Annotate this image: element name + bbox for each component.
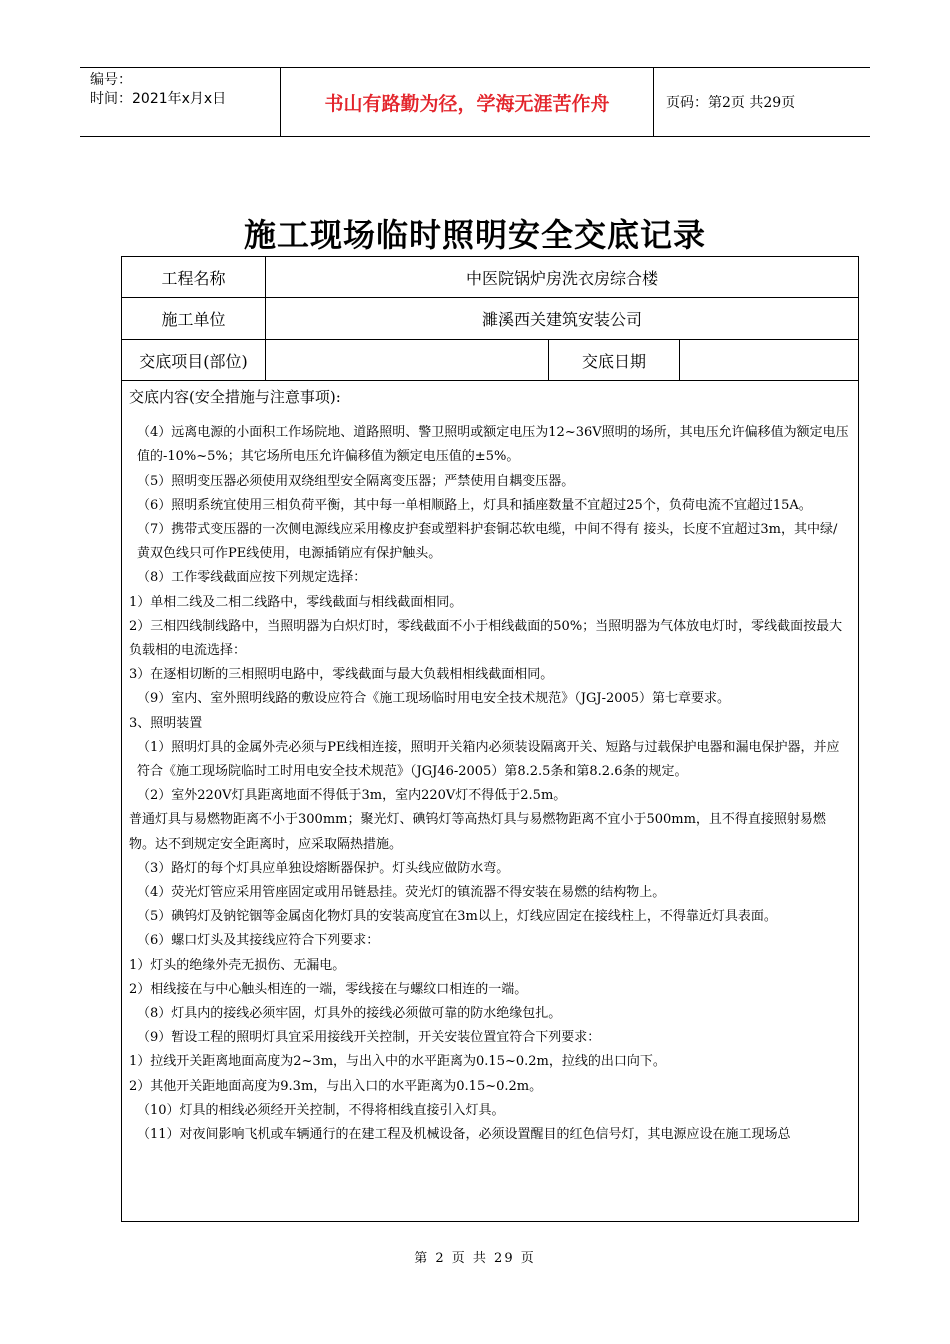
row-item-date [122, 340, 858, 381]
item-label: 交底项目(部位) [122, 340, 266, 380]
content-line: （10）灯具的相线必须经开关控制，不得将相线直接引入灯具。 [137, 1102, 505, 1118]
header-motto: 书山有路勤为径，学海无涯苦作舟 [281, 68, 654, 136]
content-heading: 交底内容(安全措施与注意事项): [129, 388, 341, 406]
row-project-name [122, 257, 858, 298]
header-meta [80, 68, 281, 136]
content-line: （7）携带式变压器的一次侧电源线应采用橡皮护套或塑料护套铜芯软电缆，中间不得有 接头，长度不宜超过3m，其中绿/黄双色线只可作PE线使用，电源插销应有保护触头。 [137, 522, 838, 562]
content-line: 3、照明装置 [129, 715, 203, 731]
row-construction-unit [122, 298, 858, 340]
content-line: 2）其他开关距地面高度为9.3m，与出入口的水平距离为0.15~0.2m。 [129, 1078, 543, 1094]
content-line: （3）路灯的每个灯具应单独设熔断器保护。灯头线应做防水弯。 [137, 860, 510, 876]
number-label: 编号： [90, 72, 132, 88]
date-label: 交底日期 [549, 340, 680, 380]
content-line: （5）碘钨灯及钠铊铟等金属卤化物灯具的安装高度宜在3m以上，灯线应固定在接线柱上，不得靠近灯具表面。 [137, 909, 777, 925]
content-line: （8）灯具内的接线必须牢固，灯具外的接线必须做可靠的防水绝缘包扎。 [137, 1006, 562, 1022]
content-line: （4）荧光灯管应采用管座固定或用吊链悬挂。荧光灯的镇流器不得安装在易燃的结构物上。 [137, 885, 666, 901]
content-line: 2）三相四线制线路中，当照明器为白炽灯时，零线截面不小于相线截面的50%；当照明器为气体放电灯时，零线截面按最大负载相的电流选择： [129, 618, 843, 659]
content-area [122, 381, 858, 1147]
content-line: （6）螺口灯头及其接线应符合下列要求： [137, 933, 380, 949]
content-line: 1）拉线开关距离地面高度为2~3m，与出入中的水平距离为0.15~0.2m，拉线的出口向下。 [129, 1054, 666, 1070]
content-line: （8）工作零线截面应按下列规定选择： [137, 570, 367, 586]
content-line: 2）相线接在与中心触头相连的一端，零线接在与螺纹口相连的一端。 [129, 981, 528, 997]
header-page-info: 页码：第2页 共29页 [666, 95, 796, 111]
content-line: 普通灯具与易燃物距离不小于300mm；聚光灯、碘钨灯等高热灯具与易燃物距离不宜小于500mm，且不得直接照射易燃物。达不到规定安全距离时，应采取隔热措施。 [129, 812, 826, 852]
content-line: （6）照明系统宜使用三相负荷平衡，其中每一单相顺路上，灯具和插座数量不宜超过25个，负荷电流不宜超过15A。 [137, 497, 812, 513]
project-name-value: 中医院锅炉房洗衣房综合楼 [465, 268, 658, 288]
time-label: 时间：2021年x月x日 [90, 91, 227, 107]
content-line: （4）远离电源的小面积工作场院地、道路照明、警卫照明或额定电压为12~36V照明的场所，其电压允许偏移值为额定电压值的-10%~5%；其它场所电压允许偏移值为额定电压值的±5%。 [137, 425, 849, 465]
record-form [121, 256, 859, 1222]
content-line: （5）照明变压器必须使用双绕组型安全隔离变压器；严禁使用自耦变压器。 [137, 473, 575, 489]
content-line: （11）对夜间影响飞机或车辆通行的在建工程及机械设备，必须设置醒目的红色信号灯，其电源应设在施工现场总 [137, 1127, 791, 1143]
content-line: 1）灯头的绝缘外壳无损伤、无漏电。 [129, 957, 346, 973]
content-line: （1）照明灯具的金属外壳必须与PE线相连接，照明开关箱内必须装设隔离开关、短路与过载保护电器和漏电保护器，并应符合《施工现场院临时工时用电安全技术规范》（JGJ46-2005）第8.2.5条和第8.2.6条的规定。 [137, 739, 840, 780]
page-footer: 第 2 页 共 29 页 [414, 1251, 536, 1266]
content-line: （9）暂设工程的照明灯具宜采用接线开关控制，开关安装位置宜符合下列要求： [137, 1030, 601, 1046]
document-title: 施工现场临时照明安全交底记录 [243, 216, 706, 254]
item-value [266, 340, 549, 380]
date-value [680, 340, 858, 380]
content-line: 1）单相二线及二相二线路中，零线截面与相线截面相同。 [129, 594, 463, 610]
page-header [80, 67, 870, 137]
content-line: （2）室外220V灯具距离地面不得低于3m，室内220V灯不得低于2.5m。 [137, 788, 567, 804]
content-line: 3）在逐相切断的三相照明电路中，零线截面与最大负载相相线截面相同。 [129, 667, 554, 683]
content-line: （9）室内、室外照明线路的敷设应符合《施工现场临时用电安全技术规范》（JGJ-2005）第七章要求。 [137, 691, 731, 707]
unit-label: 施工单位 [122, 298, 266, 339]
project-name-label: 工程名称 [122, 257, 266, 297]
unit-value: 濉溪西关建筑安装公司 [481, 310, 642, 329]
